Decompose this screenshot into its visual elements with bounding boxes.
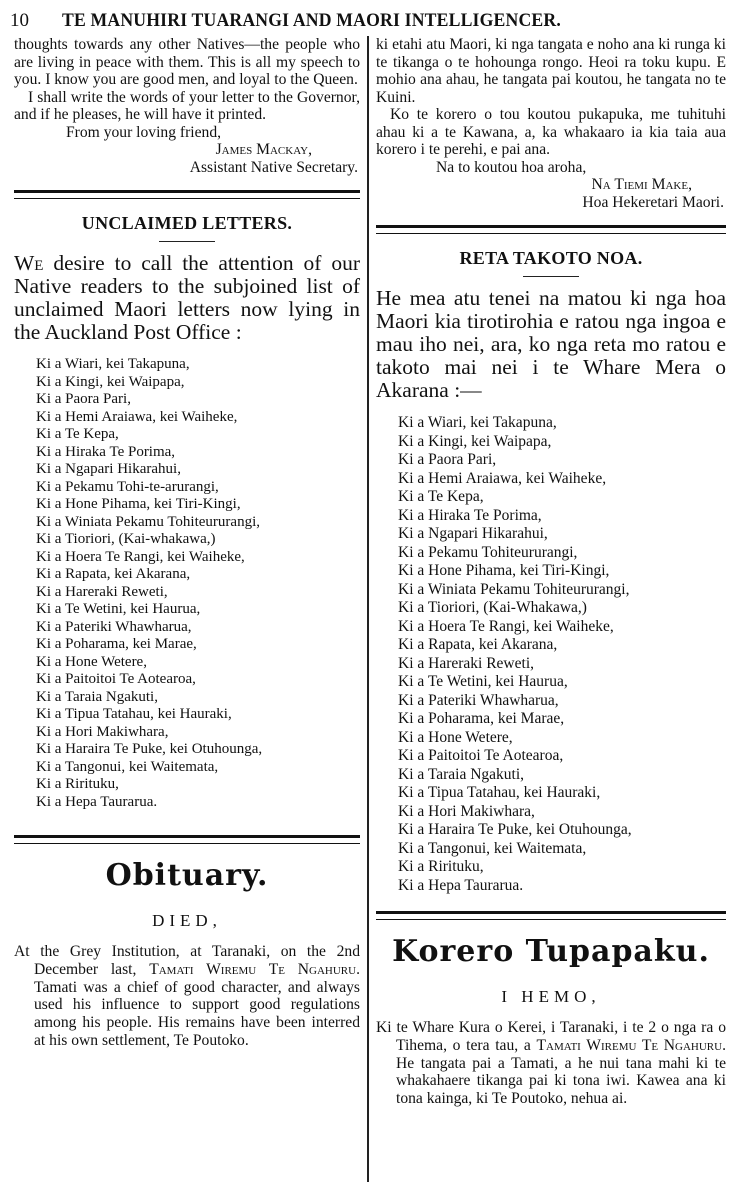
list-item: Ki a Tangonui, kei Waitemata, [398,839,587,857]
letter-closing: From your loving friend, [66,123,222,141]
title-rule [159,241,215,242]
section-rule [376,225,726,234]
list-item: Ki a Hoera Te Rangi, kei Waiheke, [36,548,245,565]
list-item: Ki a Hepa Taurarua. [398,876,524,894]
unclaimed-names-list [14,356,360,811]
obituary-name: Tamati Wiremu Te Ngahuru. [536,1036,726,1054]
signature-role: Assistant Native Secretary. [189,158,358,176]
list-item: Ki a Hareraki Reweti, [36,583,168,600]
list-item: Ki a Taraia Ngakuti, [36,688,158,705]
obituary-text-part: He tangata pai a Tamati, a he nui tana mahi ki te whakahaere tikanga pai ki tona iwi. Kawea ana ki tona kainga, ki Te Poutoko, nehua ai. [396,1054,726,1108]
letter-closing: Na to koutou hoa aroha, [436,158,587,176]
unclaimed-intro: He mea atu tenei na matou ki nga hoa Maori kia tirotirohia e ratou nga ingoa e mau iho nei, ara, ko nga reta mo ratou e takoto mai nei i te Whare Mera o Akarana :— [376,286,726,402]
page-header [0,6,737,36]
died-heading: I HEMO, [501,987,601,1006]
list-item: Ki a Tioriori, (Kai-Whakawa,) [398,599,587,616]
intro-text: desire to call the attention of our Native readers to the subjoined list of unclaimed Maori letters now lying in the Auckland Post Office : [14,251,360,344]
section-rule [376,911,726,920]
list-item: Ki a Rapata, kei Akarana, [398,636,558,653]
list-item: Ki a Hareraki Reweti, [398,654,534,672]
letter-paragraph: thoughts towards any other Natives—the people who are living in peace with them. This is all my speech to you. I know you are good men, and loyal to the Queen. [14,36,360,88]
list-item: Ki a Wiari, kei Takapuna, [36,356,190,372]
obituary-text-part: Ki te Whare Kura o Kerei, i Taranaki, i te 2 o nga ra o Tihema, o tera tau, a [376,1019,726,1054]
list-item: Ki a Rapata, kei Akarana, [36,566,191,582]
section-rule [14,190,360,199]
list-item: Ki a Te Kepa, [398,488,484,505]
list-item: Ki a Hiraka Te Porima, [36,443,176,460]
list-item: Ki a Ngapari Hikarahui, [398,525,548,542]
list-item: Ki a Hone Pihama, kei Tiri-Kingi, [36,496,241,512]
obituary-text [376,1019,726,1108]
list-item: Ki a Rirituku, [398,858,484,875]
list-item: Ki a Hemi Araiawa, kei Waiheke, [36,408,238,425]
list-item: Ki a Ngapari Hikarahui, [36,461,181,477]
newspaper-title: TE MANUHIRI TUARANGI AND MAORI INTELLIGENCER. [62,10,561,31]
list-item: Ki a Pekamu Tohiteururangi, [398,543,578,561]
list-item: Ki a Pateriki Whawharua, [398,691,559,709]
obituary-name: Tamati Wiremu Te Ngahuru. [149,960,360,978]
list-item: Ki a Hori Makiwhara, [398,802,535,820]
list-item: Ki a Pateriki Whawharua, [36,618,192,635]
list-item: Ki a Paora Pari, [36,391,131,407]
list-item: Ki a Hepa Taurarua. [36,793,158,810]
obituary-title: Korero Tupapaku. [392,934,710,969]
list-item: Ki a Tipua Tatahau, kei Hauraki, [398,784,601,801]
list-item: Ki a Poharama, kei Marae, [398,710,565,727]
list-item: Ki a Te Wetini, kei Haurua, [398,673,568,690]
letter-paragraph: Ko te korero o tou koutou pukapuka, me tuhituhi ahau ki a te Kawana, a, ka whakaaro ia kia taia aua korero i te perehi, e pai ana. [376,106,726,158]
list-item: Ki a Hoera Te Rangi, kei Waiheke, [398,617,614,635]
list-item: Ki a Paitoitoi Te Aotearoa, [36,671,196,687]
unclaimed-names-list [376,414,726,895]
list-item: Ki a Paitoitoi Te Aotearoa, [398,747,564,764]
list-item: Ki a Hone Wetere, [36,653,147,670]
list-item: Ki a Winiata Pekamu Tohiteururangi, [36,513,260,530]
letter-paragraph: ki etahi atu Maori, ki nga tangata e noho ana ki runga ki te tikanga o te hohounga rongo. Heoi ra toku kupu. E mohio ana ahau, he tangata pai koutou, he tangata no te Kuini. [376,36,726,106]
list-item: Ki a Winiata Pekamu Tohiteururangi, [398,580,630,598]
list-item: Ki a Rirituku, [36,776,119,792]
signature-role: Hoa Hekeretari Maori. [582,193,724,211]
letter-paragraph: I shall write the words of your letter to the Governor, and if he pleases, he will have it printed. [14,88,360,123]
unclaimed-letters-title: UNCLAIMED LETTERS. [81,213,293,233]
page-number: 10 [10,10,29,31]
reta-takoto-noa-title: RETA TAKOTO NOA. [459,248,643,268]
list-item: Ki a Tipua Tatahau, kei Hauraki, [36,706,232,722]
obituary-text [14,943,360,1050]
title-rule [523,276,579,277]
list-item: Ki a Haraira Te Puke, kei Otuhounga, [36,741,263,757]
english-column [14,36,360,1050]
list-item: Ki a Hone Pihama, kei Tiri-Kingi, [398,562,610,579]
list-item: Ki a Tioriori, (Kai-whakawa,) [36,531,216,547]
list-item: Ki a Pekamu Tohi-te-arurangi, [36,478,219,495]
list-item: Ki a Kingi, kei Waipapa, [36,373,185,390]
maori-column [376,36,726,1108]
obituary-title: Obituary. [105,858,269,893]
list-item: Ki a Paora Pari, [398,451,497,468]
list-item: Ki a Hiraka Te Porima, [398,506,542,524]
section-rule [14,835,360,844]
list-item: Ki a Te Kepa, [36,426,119,442]
signature-name: James Mackay, [215,141,312,158]
list-item: Ki a Kingi, kei Waipapa, [398,432,552,450]
list-item: Ki a Hemi Araiawa, kei Waiheke, [398,469,607,487]
list-item: Ki a Hori Makiwhara, [36,723,169,740]
list-item: Ki a Poharama, kei Marae, [36,636,197,652]
list-item: Ki a Tangonui, kei Waitemata, [36,758,219,775]
obituary-text-part: Tamati was a chief of good character, and always used his influence to support good regulations among his people. His remains have been interred at his own settlement, Te Poutoko. [34,978,360,1049]
died-heading: DIED, [152,911,222,930]
column-divider [367,36,369,1182]
list-item: Ki a Te Wetini, kei Haurua, [36,601,201,617]
unclaimed-intro [14,252,360,344]
list-item: Ki a Haraira Te Puke, kei Otuhounga, [398,821,632,838]
obituary-text-part: At the Grey Institution, at Taranaki, on the 2nd December last, [14,943,360,978]
intro-dropcap: We [14,251,44,275]
list-item: Ki a Wiari, kei Takapuna, [398,414,557,431]
signature-name: Na Tiemi Make, [591,176,692,193]
list-item: Ki a Hone Wetere, [398,728,513,746]
list-item: Ki a Taraia Ngakuti, [398,765,525,783]
